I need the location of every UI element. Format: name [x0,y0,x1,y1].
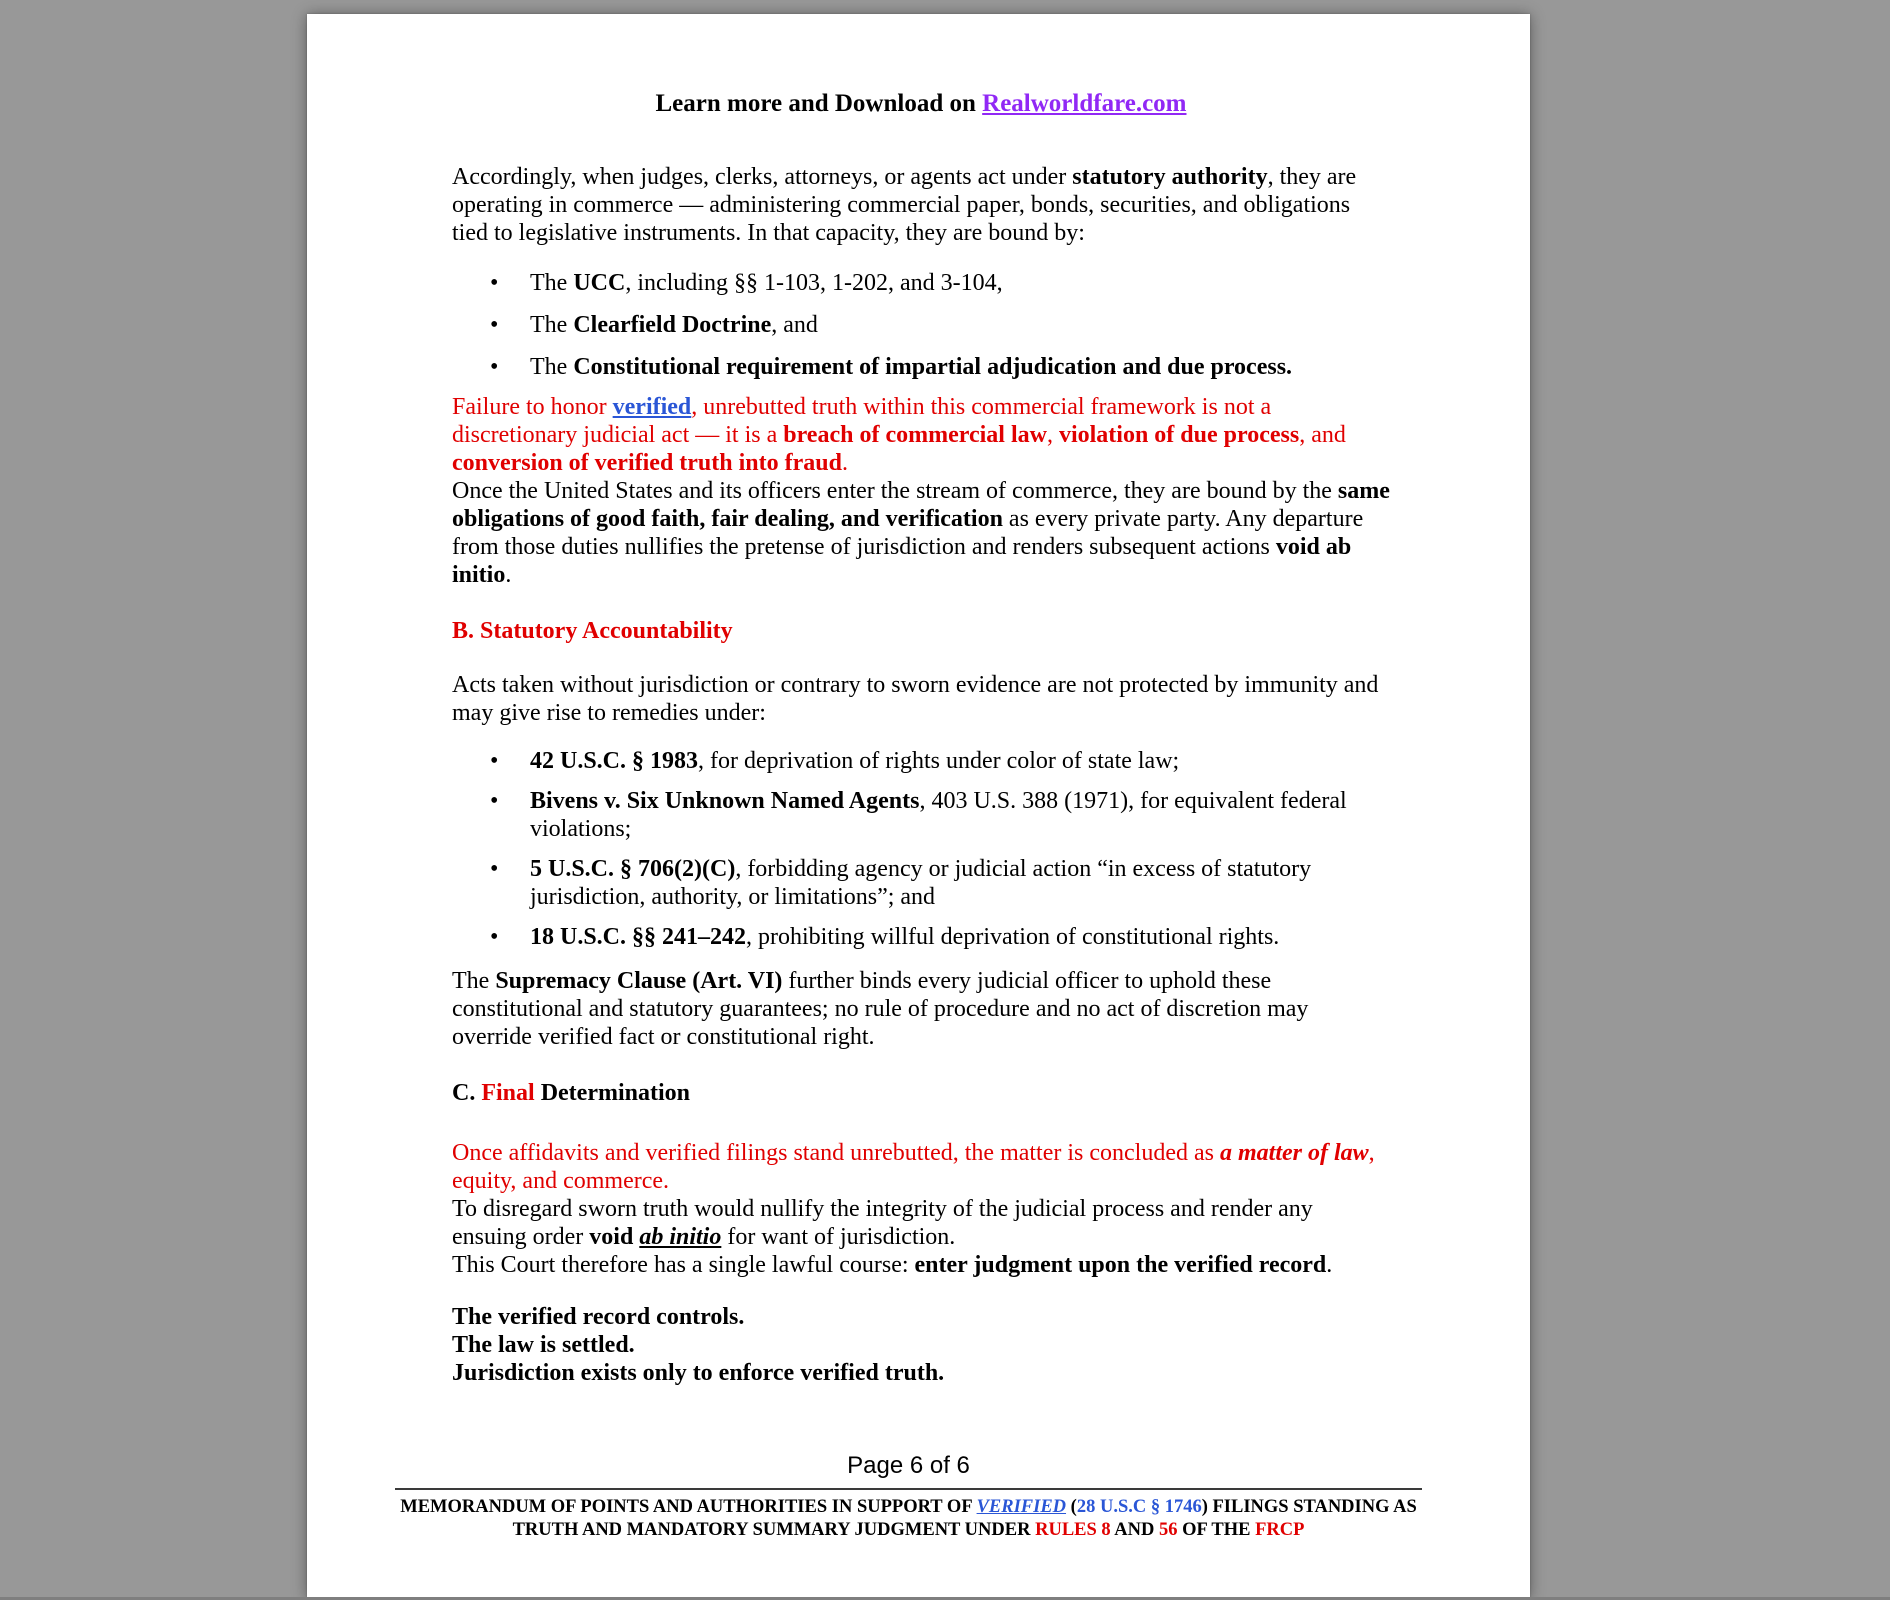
footer-memorandum [395,1496,1422,1542]
page-number: Page 6 of 6 [847,1452,970,1479]
statement-line [452,1331,1390,1359]
document-body [452,163,1390,1387]
text-run: The verified record controls. [452,1304,745,1330]
text-run: , 403 U.S. 388 (1971), for equivalent federal violations; [530,788,1347,842]
verified-footer-link[interactable]: VERIFIED [976,1497,1067,1517]
text-run: , equity, and commerce. [452,1140,1375,1194]
realworldfare-link[interactable]: Realworldfare.com [982,90,1187,117]
text-run: , and [1299,422,1346,448]
document-header [452,90,1390,118]
rule-8-ref: RULES 8 [1035,1520,1111,1540]
text-run: Bivens v. Six Unknown Named Agents [530,788,920,814]
rule-56-ref: 56 [1158,1520,1178,1540]
memorandum-line [395,1496,1422,1519]
document-footer [395,1452,1422,1542]
text-run: Failure to honor [452,394,613,420]
text-run: Determination [534,1080,690,1106]
text-run: AND [1110,1520,1159,1540]
text-run: This Court therefore has a single lawful course: [452,1252,915,1278]
statement-line [452,1303,1390,1331]
text-run: void [589,1224,640,1250]
list-item [530,747,1390,775]
text-run: Jurisdiction exists only to enforce verified truth. [452,1360,945,1386]
text-run: , prohibiting willful deprivation of constitutional rights. [746,924,1280,950]
text-run: Acts taken without jurisdiction or contrary to sworn evidence are not protected by immunity and may give rise to remedies under: [452,672,1379,726]
text-run: The [530,270,574,296]
text-run: Supremacy Clause (Art. VI) [495,968,783,994]
text-run: The [452,968,496,994]
text-run: To disregard sworn truth would nullify the integrity of the judicial process and render any ensuing order [452,1196,1313,1250]
text-run: void ab initio [452,534,1352,588]
paragraph-single-lawful-course [452,1251,1390,1279]
paragraph-once-united-states [452,477,1390,589]
text-run: UCC [573,270,626,296]
text-run: conversion of verified truth into fraud [452,450,842,476]
memorandum-line [395,1519,1422,1542]
text-run: Constitutional requirement of impartial adjudication and due process. [573,354,1293,380]
document-page [307,14,1530,1598]
text-run: Accordingly, when judges, clerks, attorneys, or agents act under [452,164,1073,190]
text-run: MEMORANDUM OF POINTS AND AUTHORITIES IN SUPPORT OF [400,1497,977,1517]
text-run: The [530,312,574,338]
text-run: ( [1066,1497,1077,1517]
text-run: 18 U.S.C. §§ 241–242 [530,924,747,950]
list-item [530,311,1390,339]
text-run: a matter of law [1220,1140,1369,1166]
list-item [530,787,1390,843]
text-run: Clearfield Doctrine [573,312,772,338]
text-run: , unrebutted truth within this commercial framework is not a discretionary judicial act — it is a [452,394,1272,448]
text-run: for want of jurisdiction. [721,1224,956,1250]
text-run: same obligations of good faith, fair dealing, and verification [452,478,1390,532]
paragraph-to-disregard [452,1195,1390,1251]
text-run: . [841,450,848,476]
text-run: breach of commercial law [783,422,1047,448]
text-run: TRUTH AND MANDATORY SUMMARY JUDGMENT UNDER [512,1520,1036,1540]
text-run: further binds every judicial officer to uphold these constitutional and statutory guarantees; no rule of procedure and no act of discretion may override verified fact or constitutional right. [452,968,1309,1050]
text-run: enter judgment upon the verified record [914,1252,1327,1278]
verified-link[interactable]: verified [612,394,692,420]
text-run: , including §§ 1-103, 1-202, and 3-104, [625,270,1003,296]
footer-divider-line [395,1488,1422,1490]
text-run: C. [452,1080,482,1106]
text-run: , [1046,422,1059,448]
text-run: 42 U.S.C. § 1983 [530,748,699,774]
text-run: statutory authority [1072,164,1268,190]
text-run: , and [771,312,818,338]
text-run: Once affidavits and verified filings stand unrebutted, the matter is concluded as [452,1140,1220,1166]
text-run: , they are operating in commerce — administering commercial paper, bonds, securities, and obligations tied to legislative instruments. In that capacity, they are bound by: [452,164,1357,246]
document-content [452,90,1390,1387]
list-item [530,269,1390,297]
text-run: Once the United States and its officers enter the stream of commerce, they are bound by the [452,478,1338,504]
remedies-list [452,747,1390,951]
paragraph-failure-to-honor [452,393,1390,477]
list-item [530,923,1390,951]
closing-statements [452,1303,1390,1387]
text-run: , for deprivation of rights under color of state law; [698,748,1180,774]
frcp-ref: FRCP [1255,1520,1305,1540]
paragraph-supremacy-clause [452,967,1390,1051]
text-run: B. Statutory Accountability [452,618,733,644]
text-run: ab initio [639,1224,722,1250]
text-run: . [505,562,512,588]
text-run: ) FILINGS STANDING AS [1201,1497,1417,1517]
text-run: as every private party. Any departure from those duties nullifies the pretense of jurisdiction and renders subsequent actions [452,506,1364,560]
usc-1746-ref: 28 U.S.C § 1746 [1076,1497,1202,1517]
paragraph-accordingly [452,163,1390,247]
section-heading-b [452,617,1390,645]
paragraph-acts-taken [452,671,1390,727]
bound-by-list [452,269,1390,381]
paragraph-once-affidavits [452,1139,1390,1195]
list-item [530,855,1390,911]
text-run: . [1326,1252,1333,1278]
text-run: 5 U.S.C. § 706(2)(C) [530,856,736,882]
text-run: The [530,354,574,380]
list-item [530,353,1390,381]
text-run: Final [481,1080,535,1106]
section-heading-c [452,1079,1390,1107]
statement-line [452,1359,1390,1387]
text-run: OF THE [1177,1520,1256,1540]
text-run: The law is settled. [452,1332,635,1358]
text-run: , forbidding agency or judicial action “in excess of statutory jurisdiction, authority, or limitations”; and [530,856,1312,910]
text-run: violation of due process [1058,422,1300,448]
header-label: Learn more and Download on [655,90,983,117]
